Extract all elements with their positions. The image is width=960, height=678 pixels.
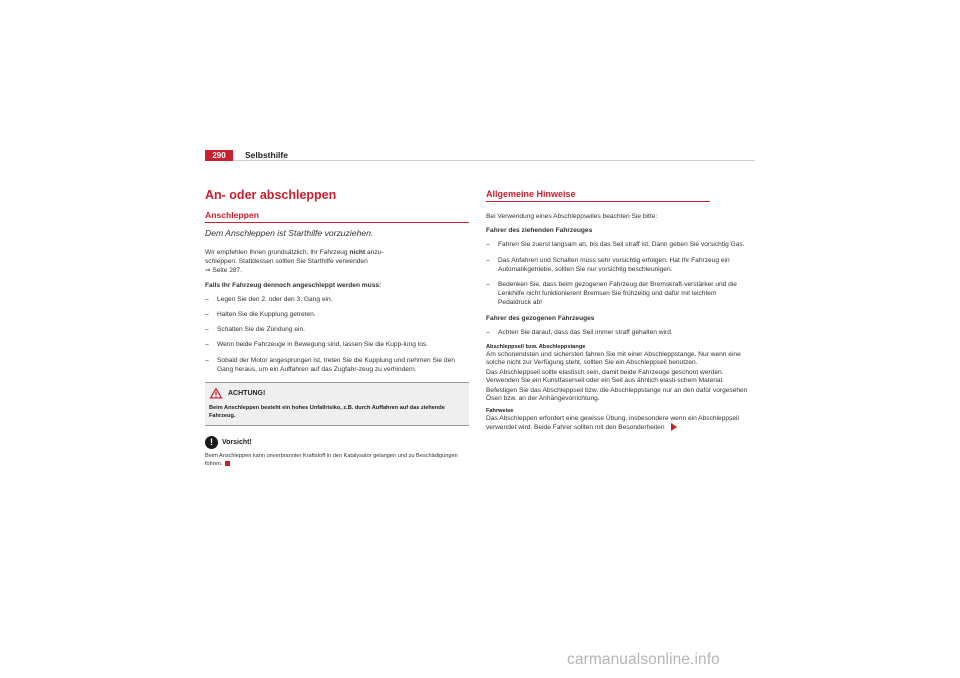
caution-icon: ! xyxy=(205,436,218,449)
warning-box xyxy=(205,382,469,426)
list-item: – Halten Sie die Kupplung getreten. xyxy=(205,310,469,319)
page-number: 290 xyxy=(205,150,233,161)
watermark: carmanualsonline.info xyxy=(567,651,720,668)
intro-text-a: Wir empfehlen Ihnen grundsätzlich, Ihr Fahrzeug xyxy=(205,249,350,256)
towed-driver-head: Fahrer des gezogenen Fahrzeuges xyxy=(486,314,595,322)
list-item: – Das Anfahren und Schalten muss sehr vorsichtig erfolgen. Hat Ihr Fahrzeug ein Automatikgetriebe, sollten Sie nur vorsichtig beschleunigen. xyxy=(486,256,750,274)
section-end-icon xyxy=(225,461,230,466)
towing-list xyxy=(486,240,750,307)
intro-bold: nicht xyxy=(349,249,366,256)
right-column xyxy=(486,188,750,434)
list-item: – Fahren Sie zuerst langsam an, bis das Seil straff ist. Dann geben Sie vorsichtig Gas. xyxy=(486,240,750,249)
list-item: – Bedenken Sie, dass beim gezogenen Fahrzeug der Bremskraft-verstärker und die Lenkhilfe nicht funktionieren! Bremsen Sie frühzeitig und dafür mit leichtem Pedaldruck ab! xyxy=(486,280,750,308)
reference-arrow-icon: ⇒ xyxy=(205,266,211,275)
list-item: – Schalten Sie die Zündung ein. xyxy=(205,325,469,334)
warning-triangle-icon xyxy=(209,387,223,399)
lede: Dem Anschleppen ist Starthilfe vorzuziehen. xyxy=(205,228,374,238)
steps-subhead: Falls Ihr Fahrzeug dennoch angeschleppt werden muss: xyxy=(205,281,382,289)
right-intro: Bei Verwendung eines Abschleppseiles beachten Sie bitte: xyxy=(486,213,658,220)
warning-label: ACHTUNG! xyxy=(228,389,266,397)
driving-head: Fahrweise xyxy=(486,408,514,415)
rope-head: Abschleppseil bzw. Abschleppstange xyxy=(486,344,586,351)
intro-text-b: anzu- xyxy=(365,249,384,256)
intro-paragraph xyxy=(205,248,469,276)
page-reference-link[interactable]: Seite 287. xyxy=(210,267,243,275)
list-item: – Legen Sie den 2. oder den 3. Gang ein. xyxy=(205,295,469,304)
caution-text xyxy=(205,452,469,468)
left-column xyxy=(205,188,469,470)
towing-driver-head: Fahrer des ziehenden Fahrzeuges xyxy=(486,227,593,235)
warning-text: Beim Anschleppen besteht ein hohes Unfallrisiko, z.B. durch Auffahren auf das ziehende Fahrzeug. xyxy=(209,405,445,420)
driving-paragraph xyxy=(486,415,750,432)
driving-paragraph-text: Das Abschleppen erfordert eine gewisse Übung, insbesondere wenn ein Abschleppseil verwendet wird. Beide Fahrer sollten mit den Besonderheiten xyxy=(486,415,739,431)
warning-header xyxy=(209,387,465,399)
page-title: An- oder abschleppen xyxy=(205,188,337,202)
caution-text-body: Beim Anschleppen kann unverbrannter Kraftstoff in den Katalysator gelangen und zu Beschädigungen führen. xyxy=(205,453,458,468)
continue-arrow-icon xyxy=(671,423,677,431)
section-title-hinweise: Allgemeine Hinweise xyxy=(486,189,710,202)
caution-note xyxy=(205,436,469,468)
list-item: – Achten Sie darauf, dass das Seil immer straff gehalten wird. xyxy=(486,328,750,337)
running-title: Selbsthilfe xyxy=(245,150,288,160)
caution-label: Vorsicht! xyxy=(222,439,252,447)
rope-paragraph-2: Das Abschleppseil sollte elastisch sein, damit beide Fahrzeuge geschont werden. Verwenden Sie ein Kunstfaserseil oder ein Seil aus ähnlich elasti-schem Material. xyxy=(486,369,724,385)
rope-paragraph-3: Befestigen Sie das Abschleppseil bzw. die Abschleppstange nur an den dafür vorgesehen Ösen bzw. an der Anhängevorrichtung. xyxy=(486,387,748,403)
towed-list xyxy=(486,328,750,337)
caution-header xyxy=(205,436,469,449)
rope-paragraph-1: Am schonendsten und sichersten fahren Sie mit einer Abschleppstange. Nur wenn eine solche nicht zur Verfügung steht, sollten Sie ein Abschleppseil benutzen. xyxy=(486,351,741,367)
list-item: – Wenn beide Fahrzeuge in Bewegung sind, lassen Sie die Kupp-lung los. xyxy=(205,340,469,349)
list-item: – Sobald der Motor angesprungen ist, treten Sie die Kupplung und nehmen Sie den Gang heraus, um ein Auffahren auf das Zugfahr-zeug zu verhindern. xyxy=(205,356,469,374)
section-title-anschleppen: Anschleppen xyxy=(205,210,469,223)
intro-line2: schleppen. Stattdessen sollten Sie Starthilfe verwenden xyxy=(205,258,368,266)
step-list xyxy=(205,295,469,374)
